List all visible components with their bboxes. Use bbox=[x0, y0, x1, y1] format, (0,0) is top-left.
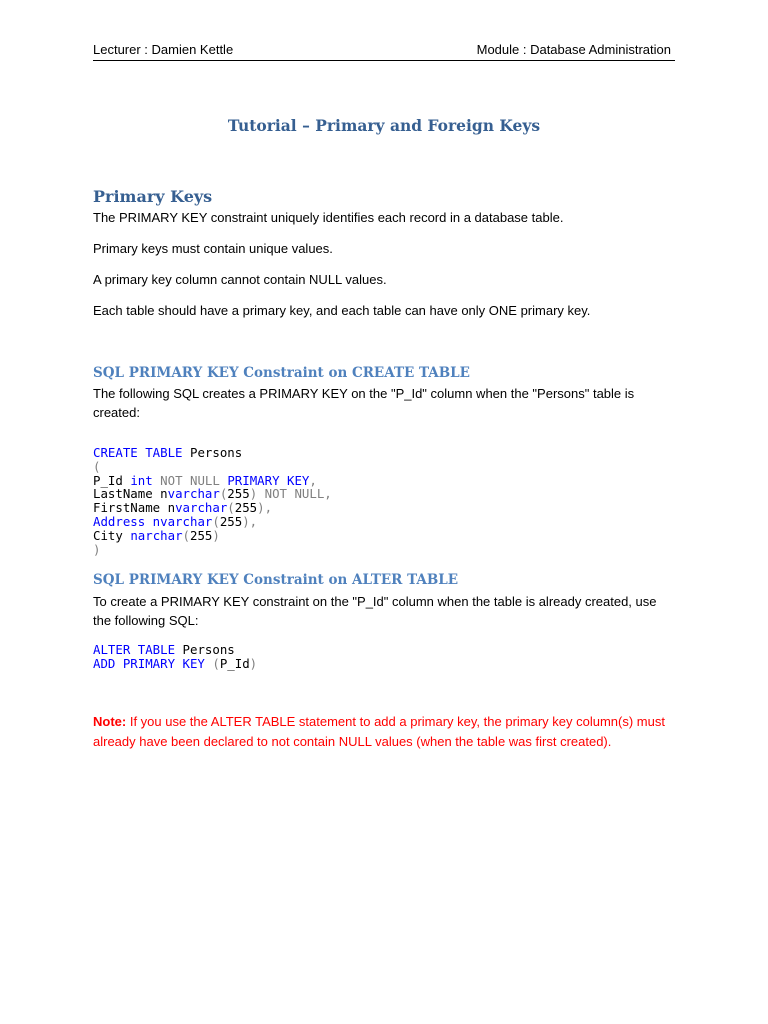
code-token: CREATE TABLE bbox=[93, 445, 183, 460]
code-token: ) NOT NULL, bbox=[249, 486, 332, 502]
code-token: ( bbox=[212, 513, 220, 529]
alter-table-code-block bbox=[93, 643, 257, 671]
code-token: ( bbox=[227, 500, 235, 516]
code-line bbox=[93, 460, 332, 474]
code-token: 255 bbox=[219, 513, 243, 529]
primary-keys-heading: Primary Keys bbox=[93, 187, 213, 206]
code-token: 255 bbox=[227, 486, 250, 502]
code-token: ALTER TABLE bbox=[93, 642, 176, 657]
code-token: narchar bbox=[130, 527, 183, 543]
code-token: ) bbox=[249, 655, 258, 671]
code-line bbox=[93, 487, 332, 501]
code-token: ), bbox=[242, 513, 258, 529]
pk-paragraph-2: Primary keys must contain unique values. bbox=[93, 241, 333, 256]
code-token: P_Id bbox=[93, 472, 131, 488]
note-text: If you use the ALTER TABLE statement to add a primary key, the primary key column(s) must already have been declared to not contain NULL values (when the table was first created). bbox=[93, 714, 665, 749]
code-line bbox=[93, 474, 332, 488]
code-line bbox=[93, 543, 332, 557]
code-token: varchar bbox=[160, 513, 213, 529]
module-label: Module : Database Administration bbox=[476, 42, 671, 57]
code-token: ) bbox=[212, 527, 220, 543]
code-token: ( bbox=[93, 458, 101, 474]
create-table-code-block bbox=[93, 446, 332, 556]
code-token: 255 bbox=[190, 527, 213, 543]
code-token: ( bbox=[204, 655, 220, 671]
pk-paragraph-4: Each table should have a primary key, and each table can have only ONE primary key. bbox=[93, 303, 591, 318]
code-token: int bbox=[130, 472, 153, 488]
lecturer-label: Lecturer : Damien Kettle bbox=[93, 42, 234, 57]
pk-paragraph-1: The PRIMARY KEY constraint uniquely identifies each record in a database table. bbox=[93, 210, 564, 225]
code-token: Persons bbox=[175, 642, 235, 657]
code-token: ( bbox=[182, 527, 190, 543]
code-token: ( bbox=[219, 486, 228, 502]
note-label: Note: bbox=[93, 714, 127, 729]
code-token: FirstName n bbox=[93, 500, 176, 516]
code-line bbox=[93, 446, 332, 460]
code-token: Address n bbox=[93, 513, 161, 529]
code-line bbox=[93, 529, 332, 543]
create-table-intro: The following SQL creates a PRIMARY KEY on the "P_Id" column when the "Persons" table is created: bbox=[93, 386, 635, 420]
code-token: varchar bbox=[175, 500, 228, 516]
code-line bbox=[93, 515, 332, 529]
code-token: LastName n bbox=[93, 486, 168, 502]
code-token: Persons bbox=[182, 445, 243, 460]
code-token: PRIMARY KEY bbox=[227, 472, 310, 488]
note-paragraph bbox=[93, 712, 675, 752]
code-token: NOT NULL bbox=[152, 472, 228, 488]
code-token: P_Id bbox=[219, 655, 250, 671]
create-table-heading: SQL PRIMARY KEY Constraint on CREATE TABLE bbox=[93, 365, 470, 381]
code-token: varchar bbox=[167, 486, 220, 502]
code-token: 255 bbox=[234, 500, 258, 516]
alter-table-intro: To create a PRIMARY KEY constraint on the "P_Id" column when the table is already created, use the following SQL: bbox=[93, 594, 657, 628]
code-token: ), bbox=[257, 500, 273, 516]
page-header bbox=[93, 42, 675, 61]
code-token: ) bbox=[93, 541, 101, 557]
document-title: Tutorial – Primary and Foreign Keys bbox=[227, 116, 541, 135]
code-line bbox=[93, 501, 332, 515]
code-token: City bbox=[93, 527, 131, 543]
pk-paragraph-3: A primary key column cannot contain NULL values. bbox=[93, 272, 387, 287]
code-token: , bbox=[309, 472, 317, 488]
code-token: ADD PRIMARY KEY bbox=[93, 655, 205, 671]
code-line bbox=[93, 643, 257, 657]
code-line bbox=[93, 657, 257, 671]
alter-table-heading: SQL PRIMARY KEY Constraint on ALTER TABLE bbox=[93, 572, 459, 588]
